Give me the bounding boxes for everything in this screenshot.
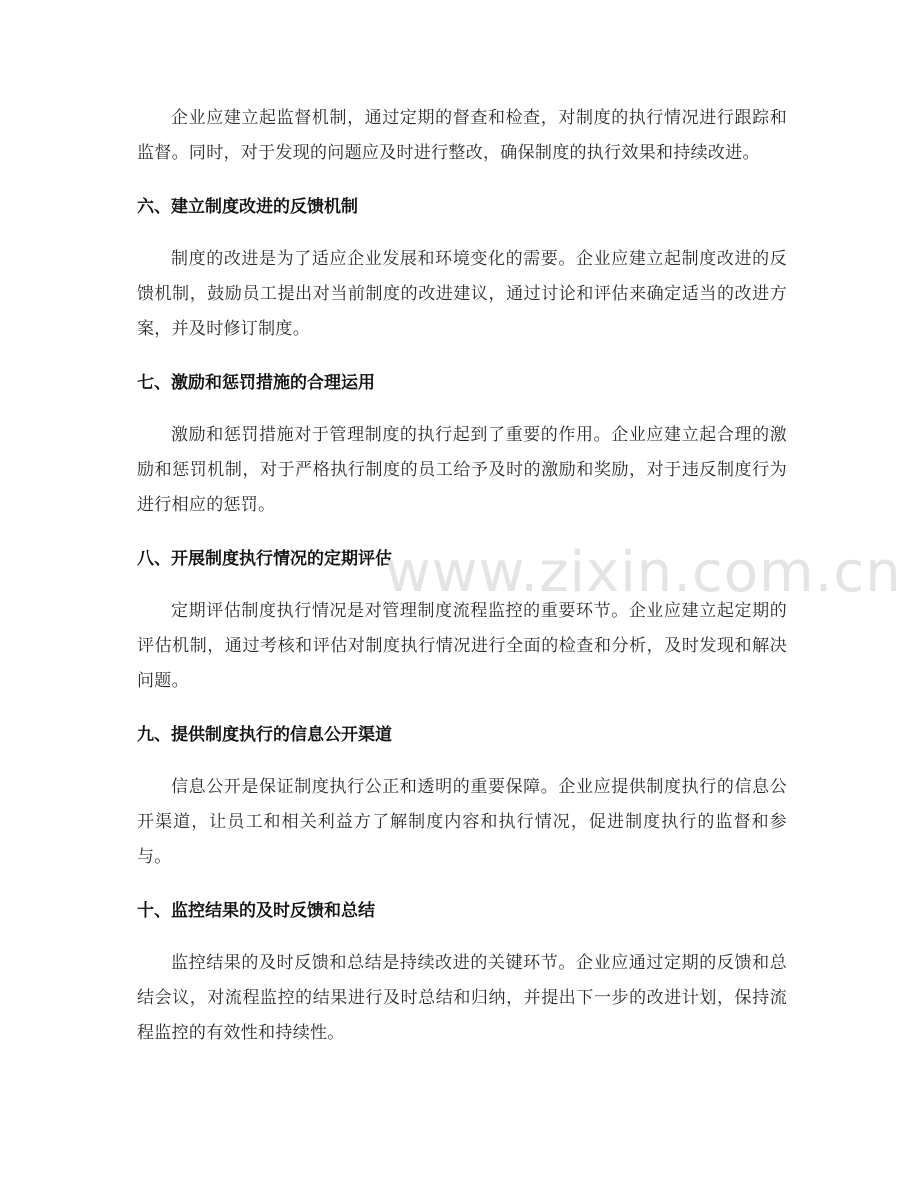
document-body (137, 101, 787, 1051)
section-heading-10: 十、监控结果的及时反馈和总结 (137, 901, 375, 921)
section-heading-8: 八、开展制度执行情况的定期评估 (137, 549, 392, 569)
section-body-10: 监控结果的及时反馈和总结是持续改进的关键环节。企业应通过定期的反馈和总结会议，对流程监控的结果进行及时总结和归纳，并提出下一步的改进计划，保持流程监控的有效性和持续性。 (137, 953, 787, 1043)
section-body-7: 激励和惩罚措施对于管理制度的执行起到了重要的作用。企业应建立起合理的激励和惩罚机制，对于严格执行制度的员工给予及时的激励和奖励，对于违反制度行为进行相应的惩罚。 (137, 425, 787, 515)
section-heading-6: 六、建立制度改进的反馈机制 (137, 197, 358, 217)
section-body-9: 信息公开是保证制度执行公正和透明的重要保障。企业应提供制度执行的信息公开渠道，让员工和相关利益方了解制度内容和执行情况，促进制度执行的监督和参与。 (137, 777, 787, 867)
intro-paragraph: 企业应建立起监督机制，通过定期的督查和检查，对制度的执行情况进行跟踪和监督。同时，对于发现的问题应及时进行整改，确保制度的执行效果和持续改进。 (137, 108, 787, 163)
section-body-8: 定期评估制度执行情况是对管理制度流程监控的重要环节。企业应建立起定期的评估机制，通过考核和评估对制度执行情况进行全面的检查和分析，及时发现和解决问题。 (137, 601, 787, 691)
section-body-6: 制度的改进是为了适应企业发展和环境变化的需要。企业应建立起制度改进的反馈机制，鼓励员工提出对当前制度的改进建议，通过讨论和评估来确定适当的改进方案，并及时修订制度。 (137, 249, 787, 339)
section-heading-9: 九、提供制度执行的信息公开渠道 (137, 725, 392, 745)
watermark: www.zixin.com.cn (385, 540, 902, 605)
section-heading-7: 七、激励和惩罚措施的合理运用 (137, 373, 375, 393)
